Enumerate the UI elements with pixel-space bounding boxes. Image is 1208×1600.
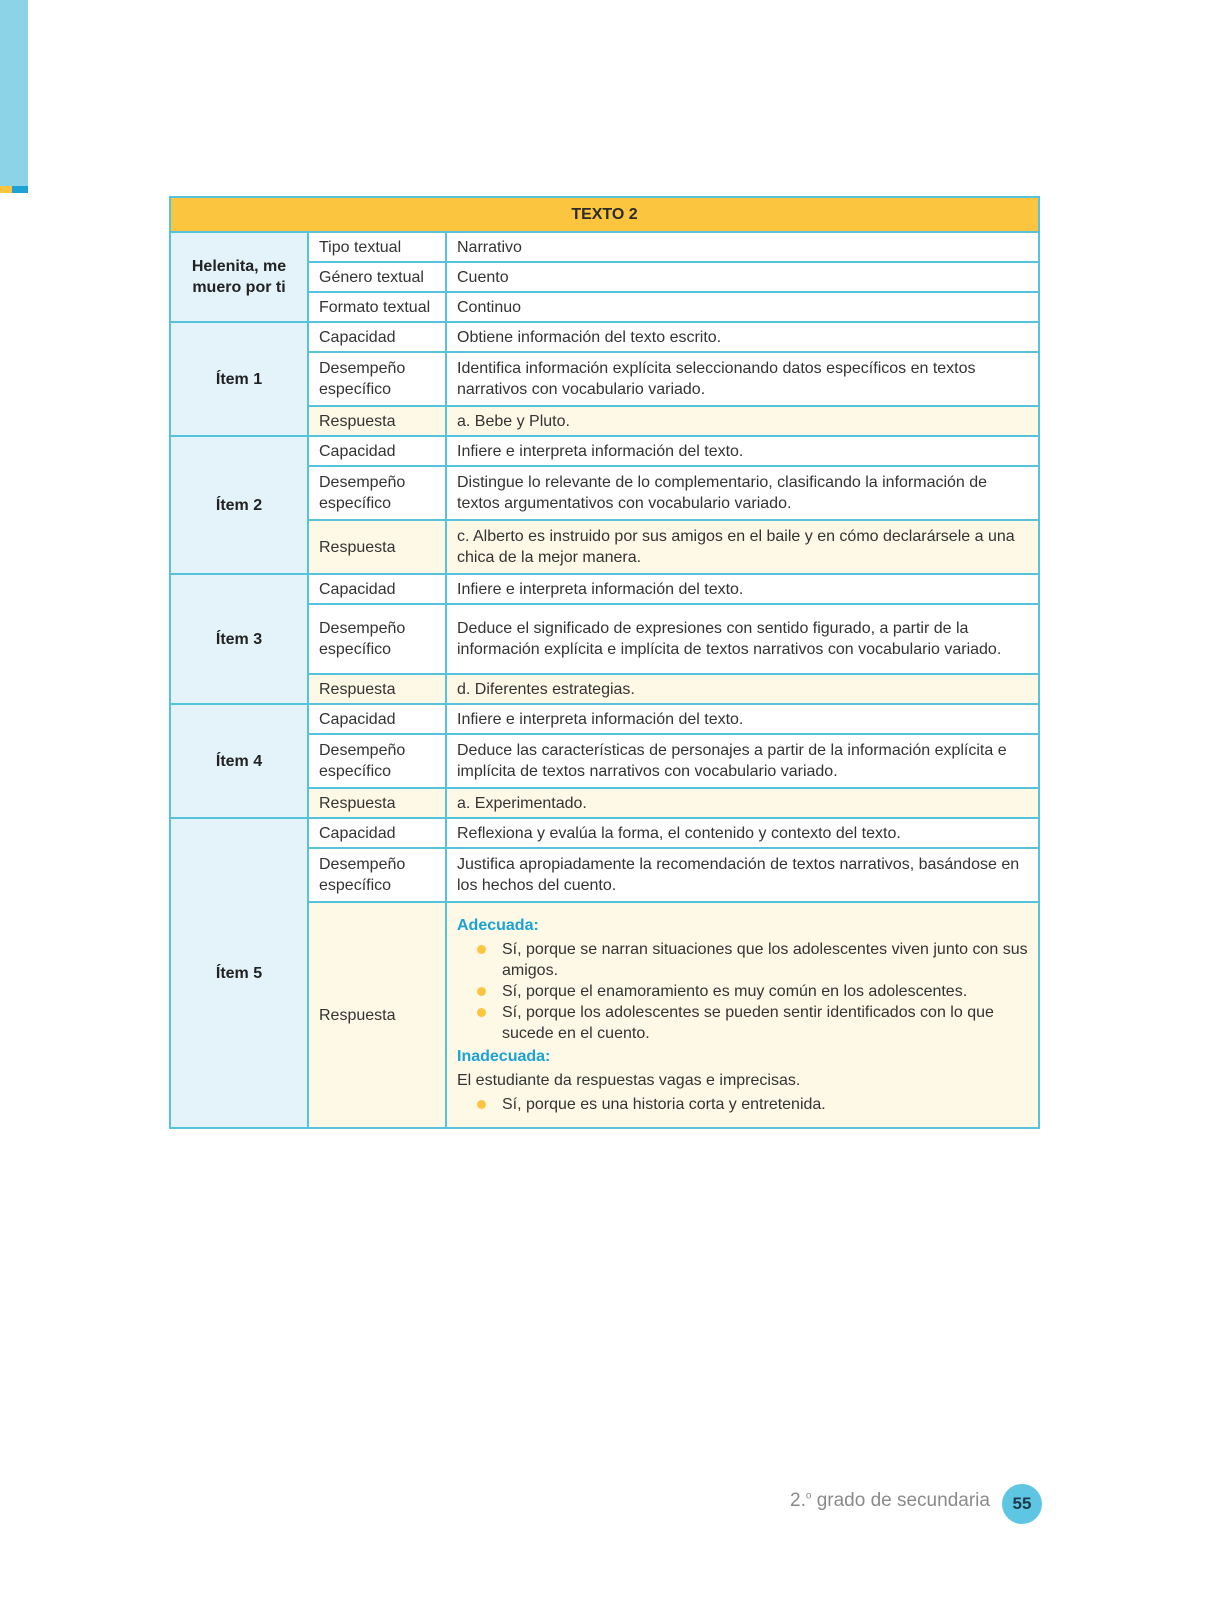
respuesta-label: Respuesta xyxy=(308,520,446,574)
item-label: Ítem 1 xyxy=(170,322,308,436)
desempeno-label: Desempeño específico xyxy=(308,466,446,520)
item-label: Ítem 2 xyxy=(170,436,308,574)
respuesta-value: a. Experimentado. xyxy=(446,788,1039,818)
table-row xyxy=(170,704,1039,734)
respuesta-label: Respuesta xyxy=(308,788,446,818)
list-item xyxy=(477,1094,1028,1115)
list-item-text: Sí, porque es una historia corta y entretenida. xyxy=(502,1096,826,1113)
bullet-icon xyxy=(477,1100,486,1109)
info-label: Formato textual xyxy=(308,292,446,322)
table-row xyxy=(170,818,1039,848)
inadecuada-text: El estudiante da respuestas vagas e imprecisas. xyxy=(457,1072,801,1089)
respuesta-label: Respuesta xyxy=(308,674,446,704)
adecuada-title: Adecuada: xyxy=(457,917,539,934)
inadecuada-title: Inadecuada: xyxy=(457,1048,551,1065)
table-row xyxy=(170,574,1039,604)
capacidad-label: Capacidad xyxy=(308,704,446,734)
respuesta-value xyxy=(446,902,1039,1128)
desempeno-value: Identifica información explícita seleccionando datos específicos en textos narrativos con vocabulario variado. xyxy=(446,352,1039,406)
respuesta-label: Respuesta xyxy=(308,902,446,1128)
table-row xyxy=(170,322,1039,352)
list-item xyxy=(477,939,1028,981)
table-header: TEXTO 2 xyxy=(170,197,1039,232)
info-value: Cuento xyxy=(446,262,1039,292)
list-item-text: Sí, porque los adolescentes se pueden sentir identificados con lo que sucede en el cuento. xyxy=(502,1004,994,1042)
inadecuada-list xyxy=(457,1094,1028,1115)
table-row xyxy=(170,436,1039,466)
side-color-tab xyxy=(0,0,28,186)
desempeno-value: Justifica apropiadamente la recomendación de textos narrativos, basándose en los hechos del cuento. xyxy=(446,848,1039,902)
info-label: Género textual xyxy=(308,262,446,292)
grade-superscript: o xyxy=(805,1490,812,1502)
desempeno-label: Desempeño específico xyxy=(308,848,446,902)
bullet-icon xyxy=(477,987,486,996)
capacidad-label: Capacidad xyxy=(308,322,446,352)
capacidad-label: Capacidad xyxy=(308,436,446,466)
desempeno-label: Desempeño específico xyxy=(308,604,446,674)
table-header-row xyxy=(170,197,1039,232)
item-label: Ítem 5 xyxy=(170,818,308,1128)
capacidad-value: Infiere e interpreta información del texto. xyxy=(446,574,1039,604)
respuesta-value: c. Alberto es instruido por sus amigos en el baile y en cómo declarársele a una chica de la mejor manera. xyxy=(446,520,1039,574)
list-item xyxy=(477,1002,1028,1044)
item-label: Ítem 3 xyxy=(170,574,308,704)
desempeno-value: Deduce las características de personajes a partir de la información explícita e implícita de textos narrativos con vocabulario variado. xyxy=(446,734,1039,788)
capacidad-label: Capacidad xyxy=(308,574,446,604)
evaluation-table xyxy=(169,196,1040,1129)
bullet-icon xyxy=(477,945,486,954)
capacidad-value: Infiere e interpreta información del texto. xyxy=(446,704,1039,734)
respuesta-value: d. Diferentes estrategias. xyxy=(446,674,1039,704)
info-label: Tipo textual xyxy=(308,232,446,262)
list-item-text: Sí, porque se narran situaciones que los adolescentes viven junto con sus amigos. xyxy=(502,941,1028,979)
text-title: Helenita, me muero por ti xyxy=(170,232,308,322)
side-yellow-marker xyxy=(0,186,12,193)
desempeno-label: Desempeño específico xyxy=(308,734,446,788)
capacidad-value: Obtiene información del texto escrito. xyxy=(446,322,1039,352)
adecuada-list xyxy=(457,939,1028,1044)
page-number: 55 xyxy=(1002,1484,1042,1524)
desempeno-value: Distingue lo relevante de lo complementario, clasificando la información de textos argumentativos con vocabulario variado. xyxy=(446,466,1039,520)
bullet-icon xyxy=(477,1008,486,1017)
capacidad-value: Reflexiona y evalúa la forma, el contenido y contexto del texto. xyxy=(446,818,1039,848)
table-row xyxy=(170,232,1039,262)
desempeno-value: Deduce el significado de expresiones con sentido figurado, a partir de la información explícita e implícita de textos narrativos con vocabulario variado. xyxy=(446,604,1039,674)
capacidad-label: Capacidad xyxy=(308,818,446,848)
info-value: Continuo xyxy=(446,292,1039,322)
list-item xyxy=(477,981,1028,1002)
desempeno-label: Desempeño específico xyxy=(308,352,446,406)
capacidad-value: Infiere e interpreta información del texto. xyxy=(446,436,1039,466)
item-label: Ítem 4 xyxy=(170,704,308,818)
list-item-text: Sí, porque el enamoramiento es muy común en los adolescentes. xyxy=(502,983,968,1000)
respuesta-block xyxy=(457,903,1028,1127)
info-value: Narrativo xyxy=(446,232,1039,262)
side-blue-marker xyxy=(12,186,28,193)
respuesta-label: Respuesta xyxy=(308,406,446,436)
grade-text: grado de secundaria xyxy=(811,1490,990,1511)
footer-grade xyxy=(790,1490,990,1512)
respuesta-value: a. Bebe y Pluto. xyxy=(446,406,1039,436)
grade-number: 2. xyxy=(790,1490,806,1511)
